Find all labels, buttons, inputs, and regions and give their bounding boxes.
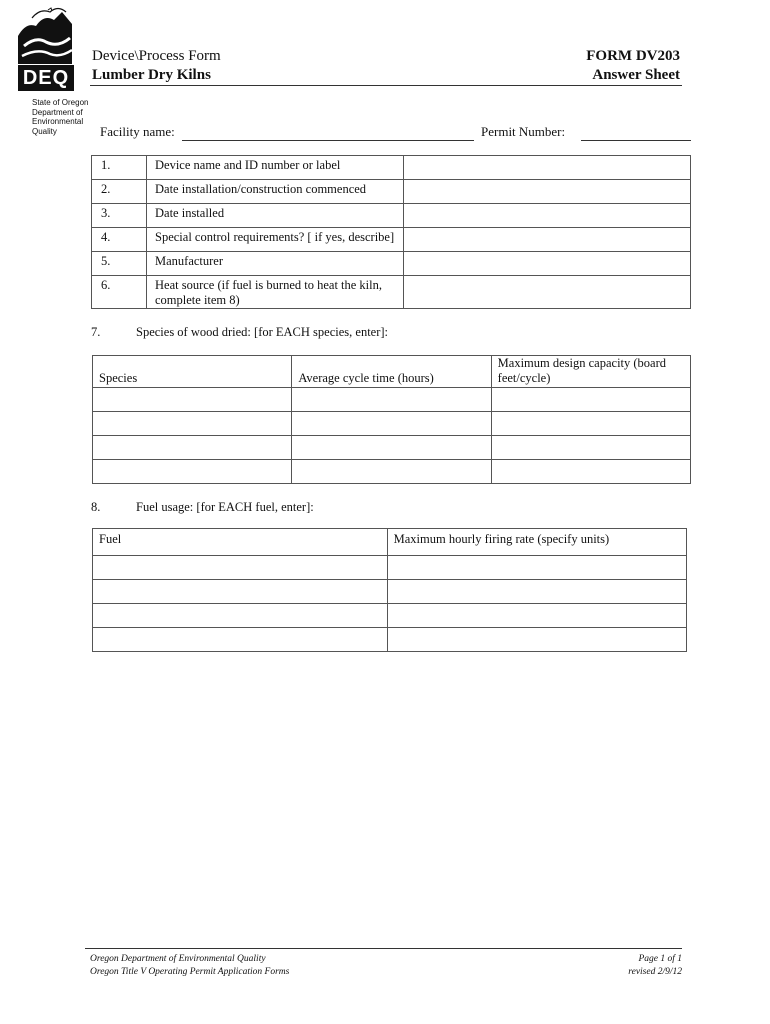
species-cell[interactable] <box>93 436 292 460</box>
heat-source-answer[interactable] <box>404 276 691 309</box>
agency-line: Environmental <box>32 117 84 126</box>
deq-wordmark: DEQ <box>18 65 74 91</box>
column-header-species: Species <box>93 356 292 388</box>
table-row <box>93 628 687 652</box>
column-header-cycle-time: Average cycle time (hours) <box>292 356 491 388</box>
table-row <box>93 388 691 412</box>
revision-date: revised 2/9/12 <box>628 967 682 977</box>
capacity-cell[interactable] <box>491 436 690 460</box>
item-label: Manufacturer <box>147 252 404 276</box>
species-cell[interactable] <box>93 388 292 412</box>
section-7-number: 7. <box>91 325 101 339</box>
item-number: 2. <box>92 180 147 204</box>
firing-rate-cell[interactable] <box>387 604 686 628</box>
table-row <box>93 580 687 604</box>
install-date-answer[interactable] <box>404 204 691 228</box>
section-8-label: Fuel usage: [for EACH fuel, enter]: <box>136 500 314 514</box>
cycle-time-cell[interactable] <box>292 460 491 484</box>
footer-series: Oregon Title V Operating Permit Application Forms <box>90 967 290 977</box>
item-number: 3. <box>92 204 147 228</box>
form-number-block <box>586 47 680 85</box>
agency-line: Department of <box>32 107 83 117</box>
item-label: Date installed <box>147 204 404 228</box>
column-header-firing-rate: Maximum hourly firing rate (specify units) <box>387 529 686 556</box>
item-number: 6. <box>92 276 147 309</box>
item-label: Device name and ID number or label <box>147 156 404 180</box>
capacity-cell[interactable] <box>491 388 690 412</box>
column-header-fuel: Fuel <box>93 529 388 556</box>
table-row <box>93 460 691 484</box>
permit-number-label: Permit Number: <box>481 124 566 139</box>
footer-divider <box>85 948 682 949</box>
agency-name <box>32 98 102 136</box>
agency-line: State of Oregon <box>32 98 89 107</box>
capacity-cell[interactable] <box>491 460 690 484</box>
section-7-label: Species of wood dried: [for EACH species, enter]: <box>136 325 389 339</box>
species-table <box>92 355 691 484</box>
table-row <box>93 604 687 628</box>
table-header-row <box>93 356 691 388</box>
table-header-row <box>93 529 687 556</box>
form-subject: Lumber Dry Kilns <box>92 67 211 83</box>
firing-rate-cell[interactable] <box>387 580 686 604</box>
manufacturer-answer[interactable] <box>404 252 691 276</box>
fuel-table <box>92 528 687 652</box>
column-header-capacity: Maximum design capacity (board feet/cycle) <box>491 356 690 388</box>
header-divider <box>90 85 682 86</box>
item-number: 5. <box>92 252 147 276</box>
facility-name-label: Facility name: <box>100 124 175 139</box>
table-row <box>93 412 691 436</box>
firing-rate-cell[interactable] <box>387 628 686 652</box>
control-requirements-answer[interactable] <box>404 228 691 252</box>
table-row <box>92 180 691 204</box>
table-row <box>93 556 687 580</box>
fuel-cell[interactable] <box>93 556 388 580</box>
section-8-number: 8. <box>91 500 101 514</box>
agency-line: Quality <box>32 126 57 136</box>
table-row <box>92 276 691 309</box>
construction-date-answer[interactable] <box>404 180 691 204</box>
fuel-cell[interactable] <box>93 628 388 652</box>
fuel-cell[interactable] <box>93 580 388 604</box>
device-name-answer[interactable] <box>404 156 691 180</box>
cycle-time-cell[interactable] <box>292 412 491 436</box>
cycle-time-cell[interactable] <box>292 436 491 460</box>
table-row <box>92 252 691 276</box>
table-row <box>92 228 691 252</box>
form-number: FORM DV203 <box>586 48 680 64</box>
permit-number-field[interactable] <box>581 140 691 141</box>
page-number: Page 1 of 1 <box>638 954 682 964</box>
device-info-table <box>91 155 691 309</box>
table-row <box>92 204 691 228</box>
capacity-cell[interactable] <box>491 412 690 436</box>
species-cell[interactable] <box>93 460 292 484</box>
item-number: 1. <box>92 156 147 180</box>
cycle-time-cell[interactable] <box>292 388 491 412</box>
item-label: Special control requirements? [ if yes, describe] <box>147 228 404 252</box>
mountain-river-icon <box>14 6 76 66</box>
fuel-cell[interactable] <box>93 604 388 628</box>
footer-right <box>628 953 682 979</box>
item-label: Date installation/construction commenced <box>147 180 404 204</box>
table-row <box>92 156 691 180</box>
firing-rate-cell[interactable] <box>387 556 686 580</box>
species-cell[interactable] <box>93 412 292 436</box>
footer-org: Oregon Department of Environmental Quality <box>90 954 266 964</box>
form-type: Device\Process Form <box>92 48 221 64</box>
sheet-type: Answer Sheet <box>592 67 680 83</box>
facility-name-field[interactable] <box>182 140 474 141</box>
footer-left <box>90 953 289 979</box>
deq-logo <box>14 6 89 136</box>
item-label: Heat source (if fuel is burned to heat the kiln, complete item 8) <box>147 276 404 309</box>
table-row <box>93 436 691 460</box>
item-number: 4. <box>92 228 147 252</box>
